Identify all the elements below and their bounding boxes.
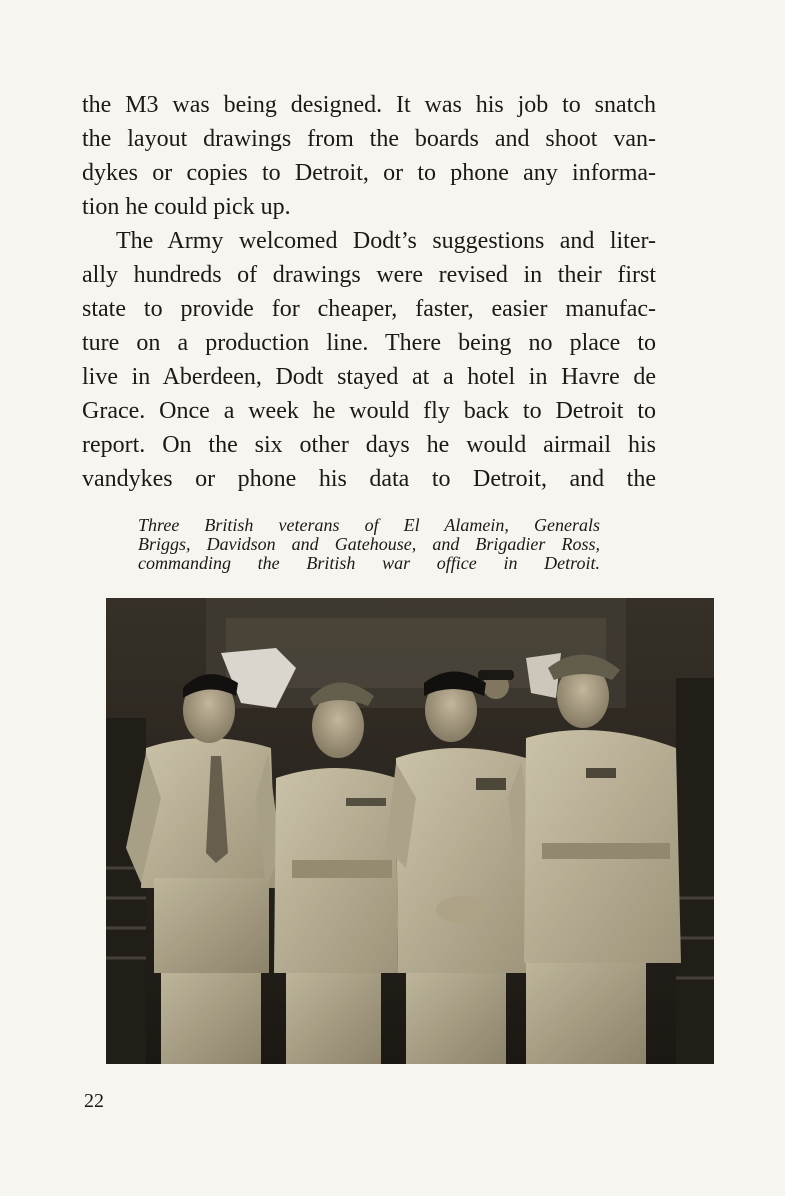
text-line: The Army welcomed Dodt’s suggestions and liter- bbox=[116, 228, 656, 254]
text-line: report. On the six other days he would airmail his bbox=[82, 432, 656, 458]
text-line: tion he could pick up. bbox=[82, 194, 291, 220]
text-line: live in Aberdeen, Dodt stayed at a hotel in Havre de bbox=[82, 364, 656, 390]
text-line: vandykes or phone his data to Detroit, and the bbox=[82, 466, 656, 492]
text-line: the layout drawings from the boards and shoot van- bbox=[82, 126, 656, 152]
photo-caption bbox=[138, 516, 600, 573]
paragraph-1 bbox=[82, 88, 656, 224]
body-text bbox=[82, 88, 656, 496]
text-line: Grace. Once a week he would fly back to Detroit to bbox=[82, 398, 656, 424]
text-line: the M3 was being designed. It was his job to snatch bbox=[82, 92, 656, 118]
page-number: 22 bbox=[84, 1090, 104, 1112]
photograph bbox=[106, 598, 714, 1064]
text-line: ally hundreds of drawings were revised in their first bbox=[82, 262, 656, 288]
paragraph-2 bbox=[82, 224, 656, 496]
caption-line: Briggs, Davidson and Gatehouse, and Brigadier Ross, bbox=[138, 534, 600, 554]
text-line: state to provide for cheaper, faster, easier manufac- bbox=[82, 296, 656, 322]
caption-line: commanding the British war office in Detroit. bbox=[138, 553, 600, 573]
caption-line: Three British veterans of El Alamein, Generals bbox=[138, 515, 600, 535]
text-line: dykes or copies to Detroit, or to phone any informa- bbox=[82, 160, 656, 186]
text-line: ture on a production line. There being no place to bbox=[82, 330, 656, 356]
photo-illustration bbox=[106, 598, 714, 1064]
